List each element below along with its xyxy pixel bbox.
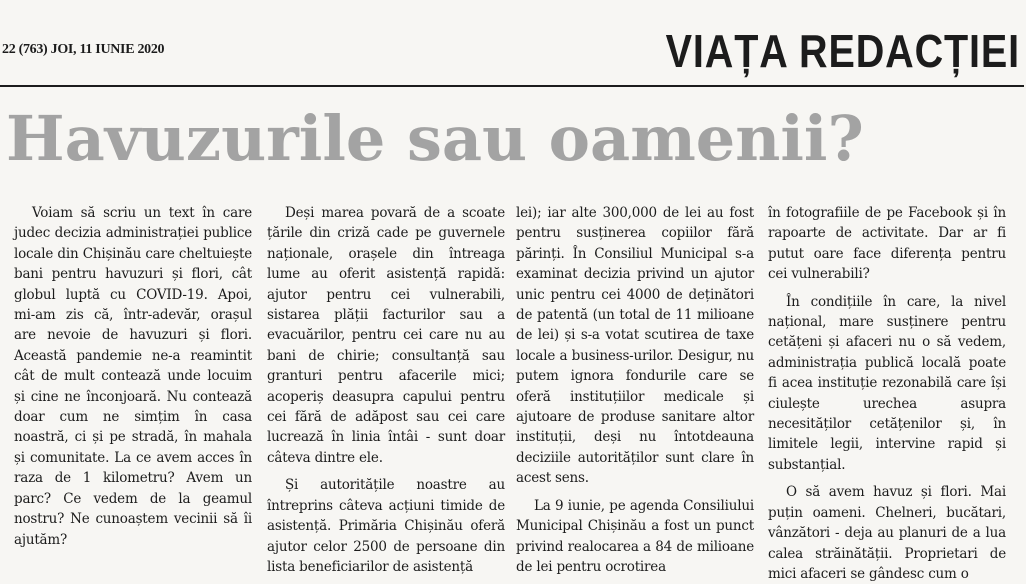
paragraph: În condițiile în care, la nivel național, mare susținere pentru cetățeni și afaceri nu o să vedem, administrația publică locală poate fi acea instituție rezonabilă care își ciulește urechea asupra necesităților cetățenilor și, în limitele legii, intervine rapid și substanțial.: [768, 293, 1006, 473]
article-column-4: [768, 203, 1006, 582]
paragraph: Deși marea povară de a scoate țările din criză cade pe guvernele naționale, orașele din întreaga lume au oferit asistență rapidă: ajutor pentru cei vulnerabili, sistarea plății facturilor sau a evacuărilor, pentru cei care nu au bani de chirie; consultanță sau granturi pentru afacerile mici; acoperiș deasupra capului pentru cei fără de adăpost sau cei care lucrează în linia întâi - sunt doar câteva dintre ele.: [267, 205, 505, 466]
paragraph: Și autoritățile noastre au întreprins câteva acțiuni timide de asistență. Primăria Chișinău oferă ajutor celor 2500 de persoane din lista beneficiarilor de asistență: [267, 477, 505, 575]
article-headline: Havuzurile sau oamenii?: [6, 102, 864, 175]
article-column-1: [14, 203, 252, 548]
header-rule: [0, 85, 1024, 87]
paragraph: O să avem havuz și flori. Mai puțin oameni. Chelneri, bucătari, vânzători - deja au planuri de a lua calea străinătății. Proprietari de mici afaceri se gândesc cum o: [768, 484, 1006, 582]
paragraph: Voiam să scriu un text în care judec decizia administrației publice locale din Chișinău care cheltuiește bani pentru havuzuri și flori, cât globul luptă cu COVID-19. Apoi, mi-am zis că, într-adevăr, orașul are nevoie de havuzuri și flori. Această pandemie ne-a reamintit cât de mult contează unde locuim și cine ne înconjoară. Nu contează doar cum ne simțim în casa noastră, ci și pe stradă, în mahala și comunitate. La ce avem acces în raza de 1 kilometru? Avem un parc? Ce vedem de la geamul nostru? Ne cunoaștem vecinii să îi ajutăm?: [14, 205, 252, 548]
section-title: VIAȚA REDACȚIEI: [665, 25, 1020, 77]
paragraph: lei); iar alte 300,000 de lei au fost pentru susținerea copiilor fără părinți. În Consiliul Municipal s-a examinat decizia privind un ajutor unic pentru cei 4000 de deținători de patentă (un total de 11 milioane de lei) și s-a votat scutirea de taxe locale a business-urilor. Desigur, nu putem ignora fondurile care se oferă instituțiilor medicale și ajutoare de produse sanitare altor instituții, deși nu întotdeauna deciziile autorităților sunt clare în acest sens.: [516, 205, 754, 487]
paragraph: în fotografiile de pe Facebook și în rapoarte de activitate. Dar ar fi putut oare face diferența pentru cei vulnerabili?: [768, 205, 1006, 283]
issue-line: 22 (763) JOI, 11 IUNIE 2020: [2, 42, 165, 57]
paragraph: La 9 iunie, pe agenda Consiliului Municipal Chișinău a fost un punct privind realocarea a 84 de milioane de lei pentru ocrotirea: [516, 497, 754, 575]
article-column-3: [516, 203, 754, 575]
masthead: [0, 0, 1024, 92]
article-column-2: [267, 203, 505, 575]
